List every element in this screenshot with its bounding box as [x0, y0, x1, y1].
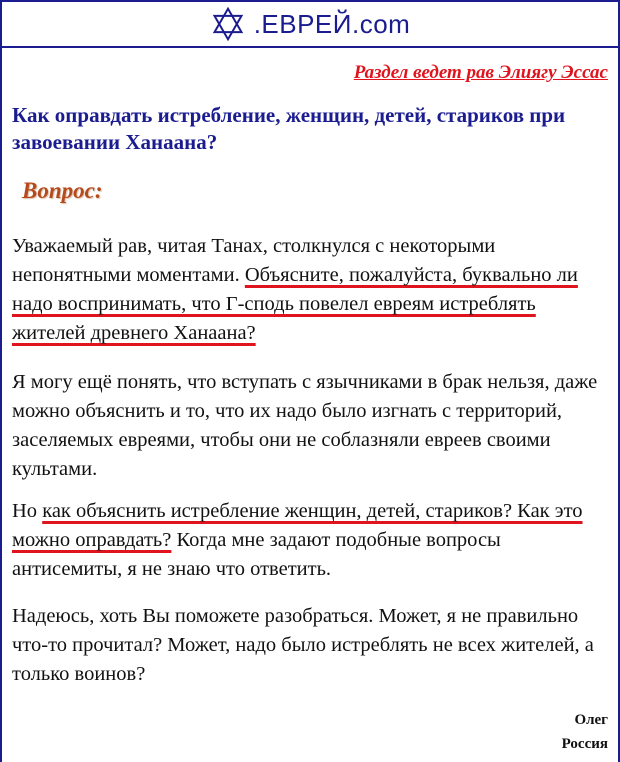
article-title: Как оправдать истребление, женщин, детей, стариков при завоевании Ханаана? [12, 103, 566, 154]
paragraph-text: Когда мне задают подобные вопросы антисемиты, я не знаю что ответить. [12, 529, 501, 580]
paragraph-text: Уважаемый рав, читая Танах, столкнулся с некоторыми непонятными моментами. [12, 235, 496, 286]
site-header [2, 2, 618, 48]
section-editor-link[interactable]: Раздел ведет рав Элиягу Эссас [353, 62, 608, 83]
signature-name: Олег [574, 712, 608, 728]
paragraph-text: Но [12, 500, 43, 522]
question-paragraph-4 [12, 602, 608, 689]
question-label: Вопрос: [22, 178, 103, 203]
site-logo-text[interactable]: .ЕВРЕЙ.com [253, 8, 411, 39]
question-paragraph-1 [12, 232, 608, 348]
underlined-text: как объяснить истребление женщин, детей, стариков? Как это можно оправдать? [12, 500, 583, 551]
underlined-text: Объясните, пожалуйста, буквально ли надо воспринимать, что Г-сподь повелел евреям истреблять жителей древнего Ханаана? [12, 264, 578, 344]
paragraph-text: Надеюсь, хоть Вы поможете разобраться. Может, я не правильно что-то прочитал? Может, надо было истреблять не всех жителей, а только воинов? [12, 605, 594, 685]
star-of-david-icon [210, 6, 246, 42]
question-paragraph-2 [12, 368, 608, 484]
signature-country: Россия [561, 736, 608, 752]
question-paragraph-3 [12, 497, 608, 584]
paragraph-text: Я могу ещё понять, что вступать с язычниками в брак нельзя, даже можно объяснить и то, что их надо было изгнать с территорий, заселяемых евреями, чтобы они не соблазняли евреев своими культами. [12, 371, 598, 480]
